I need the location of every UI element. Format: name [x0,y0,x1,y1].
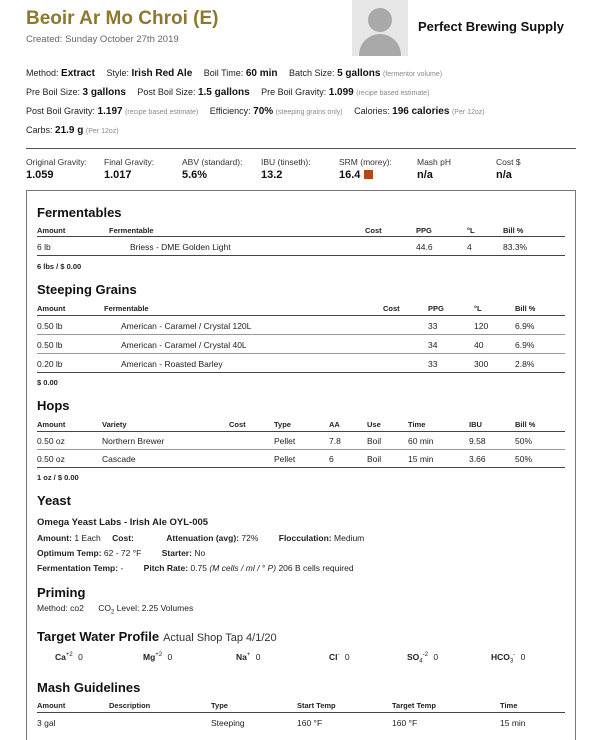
section-title-mash-guidelines: Mash Guidelines [37,680,141,695]
table-cell: 300 [474,359,489,369]
table-cell: 83.3% [503,242,528,252]
avatar-body-shape [359,34,401,56]
table-cell: 40 [474,340,484,350]
yeast-line-3: Fermentation Temp: - Pitch Rate: 0.75 (M cells / ml / ° P) 206 B cells required [37,563,354,573]
table-cell: 15 min [500,718,526,728]
table-cell: 6 [329,454,334,464]
section-title-hops: Hops [37,398,70,413]
col-header: Amount [37,226,66,235]
table-cell: 7.8 [329,436,341,446]
table-cell: 50% [515,454,533,464]
hops-total: 1 oz / $ 0.00 [37,473,79,482]
meta-line-3: Post Boil Gravity: 1.197 (recipe based estimate) Efficiency: 70% (steeping grains only) Calories: 196 calories (Per 12oz) [26,106,485,117]
avatar [352,0,408,56]
table-cell: 0.50 lb [37,321,63,331]
water-ion-hco3: $HCO_3^-$ 0 [491,652,526,665]
table-cell: 4 [467,242,472,252]
table-cell: 0.50 lb [37,340,63,350]
table-header-rule [37,712,565,713]
table-cell: Pellet [274,454,296,464]
table-cell: 0.50 oz [37,436,65,446]
col-header: Cost [383,304,400,313]
table-row-rule [37,353,565,354]
section-title-fermentables: Fermentables [37,205,122,220]
table-cell: 3.66 [469,454,486,464]
yeast-line-2: Optimum Temp: 62 - 72 °F Starter: No [37,548,206,558]
col-header: AA [329,420,340,429]
table-row-rule [37,467,565,468]
col-header: Bill % [515,304,536,313]
table-cell: 6 lb [37,242,51,252]
col-header: Start Temp [297,701,336,710]
col-header: Bill % [503,226,524,235]
section-title-yeast: Yeast [37,493,71,508]
header-divider [26,148,576,149]
section-title-priming: Priming [37,585,86,600]
col-header: Target Temp [392,701,436,710]
table-cell: Briess - DME Golden Light [130,242,231,252]
col-header: Fermentable [104,304,149,313]
meta-line-1: Method: Extract Style: Irish Red Ale Boil Time: 60 min Batch Size: 5 gallons (fermentor volume) [26,68,443,79]
table-cell: 9.58 [469,436,486,446]
water-ion-na: Na+ 0 [236,652,261,662]
table-cell: Pellet [274,436,296,446]
col-header: Variety [102,420,127,429]
table-cell: 160 °F [297,718,323,728]
col-header: °L [474,304,482,313]
table-cell: American - Caramel / Crystal 120L [121,321,252,331]
yeast-line-1: Amount: 1 Each Cost: Attenuation (avg): 72% Flocculation: Medium [37,533,365,543]
steeping-total: $ 0.00 [37,378,58,387]
stat-abv: ABV (standard): 5.6% [182,157,243,181]
table-row-rule [37,449,565,450]
col-header: Amount [37,304,66,313]
col-header: PPG [416,226,432,235]
brewer-name: Perfect Brewing Supply [418,19,564,34]
srm-color-swatch [364,170,373,179]
stat-ibu: IBU (tinseth): 13.2 [261,157,311,181]
created-date: Created: Sunday October 27th 2019 [26,34,179,45]
col-header: Type [274,420,291,429]
col-header: IBU [469,420,482,429]
table-cell: 6.9% [515,321,535,331]
water-ion-cl: Cl- 0 [329,652,350,662]
section-title-steeping-grains: Steeping Grains [37,282,137,297]
yeast-name: Omega Yeast Labs - Irish Ale OYL-005 [37,517,209,528]
water-ion-ca: $Ca^{+2}$ 0 [55,652,83,662]
table-cell: Boil [367,436,382,446]
water-ion-mg: $Mg^{+2}$ 0 [143,652,173,662]
table-row-rule [37,334,565,335]
col-header: PPG [428,304,444,313]
col-header: Type [211,701,228,710]
col-header: Time [408,420,426,429]
table-cell: American - Roasted Barley [121,359,223,369]
table-cell: 2.8% [515,359,535,369]
table-cell: 6.9% [515,340,535,350]
stat-fg: Final Gravity: 1.017 [104,157,155,181]
table-cell: Northern Brewer [102,436,165,446]
stat-og: Original Gravity: 1.059 [26,157,87,181]
col-header: Cost [365,226,382,235]
table-row-rule [37,255,565,256]
stat-cost: Cost $ n/a [496,157,521,181]
recipe-title: Beoir Ar Mo Chroi (E) [26,8,219,29]
water-ion-so4: $SO_4^{-2}$ 0 [407,652,439,665]
col-header: °L [467,226,475,235]
table-header-rule [37,236,565,237]
table-cell: 50% [515,436,533,446]
col-header: Use [367,420,381,429]
table-cell: Steeping [211,718,245,728]
col-header: Time [500,701,518,710]
table-cell: 34 [428,340,438,350]
avatar-head-shape [368,8,392,32]
table-cell: 33 [428,321,438,331]
srm-value: 16.4 [339,169,361,181]
fermentables-total: 6 lbs / $ 0.00 [37,262,82,271]
col-header: Cost [229,420,246,429]
stat-mash-ph: Mash pH n/a [417,157,452,181]
table-cell: 3 gal [37,718,56,728]
table-cell: 33 [428,359,438,369]
col-header: Bill % [515,420,536,429]
table-header-rule [37,315,565,316]
table-cell: 0.20 lb [37,359,63,369]
table-header-rule [37,431,565,432]
table-cell: American - Caramel / Crystal 40L [121,340,247,350]
table-cell: 120 [474,321,489,331]
priming-line: Method: co2 $CO_2$ Level: 2.25 Volumes [37,603,194,616]
col-header: Fermentable [109,226,154,235]
meta-line-4: Carbs: 21.9 g (Per 12oz) [26,125,119,136]
table-cell: Boil [367,454,382,464]
table-cell: 0.50 oz [37,454,65,464]
stat-srm: SRM (morey): 16.4 [339,157,392,181]
table-cell: 60 min [408,436,434,446]
col-header: Amount [37,701,66,710]
section-title-water-profile: Target Water Profile Actual Shop Tap 4/1/20 [37,629,277,644]
table-cell: 160 °F [392,718,418,728]
meta-line-2: Pre Boil Size: 3 gallons Post Boil Size: 1.5 gallons Pre Boil Gravity: 1.099 (recipe based estimate) [26,87,430,98]
table-cell: Cascade [102,454,136,464]
col-header: Amount [37,420,66,429]
table-cell: 44.6 [416,242,433,252]
table-row-rule [37,372,565,373]
col-header: Description [109,701,151,710]
table-cell: 15 min [408,454,434,464]
